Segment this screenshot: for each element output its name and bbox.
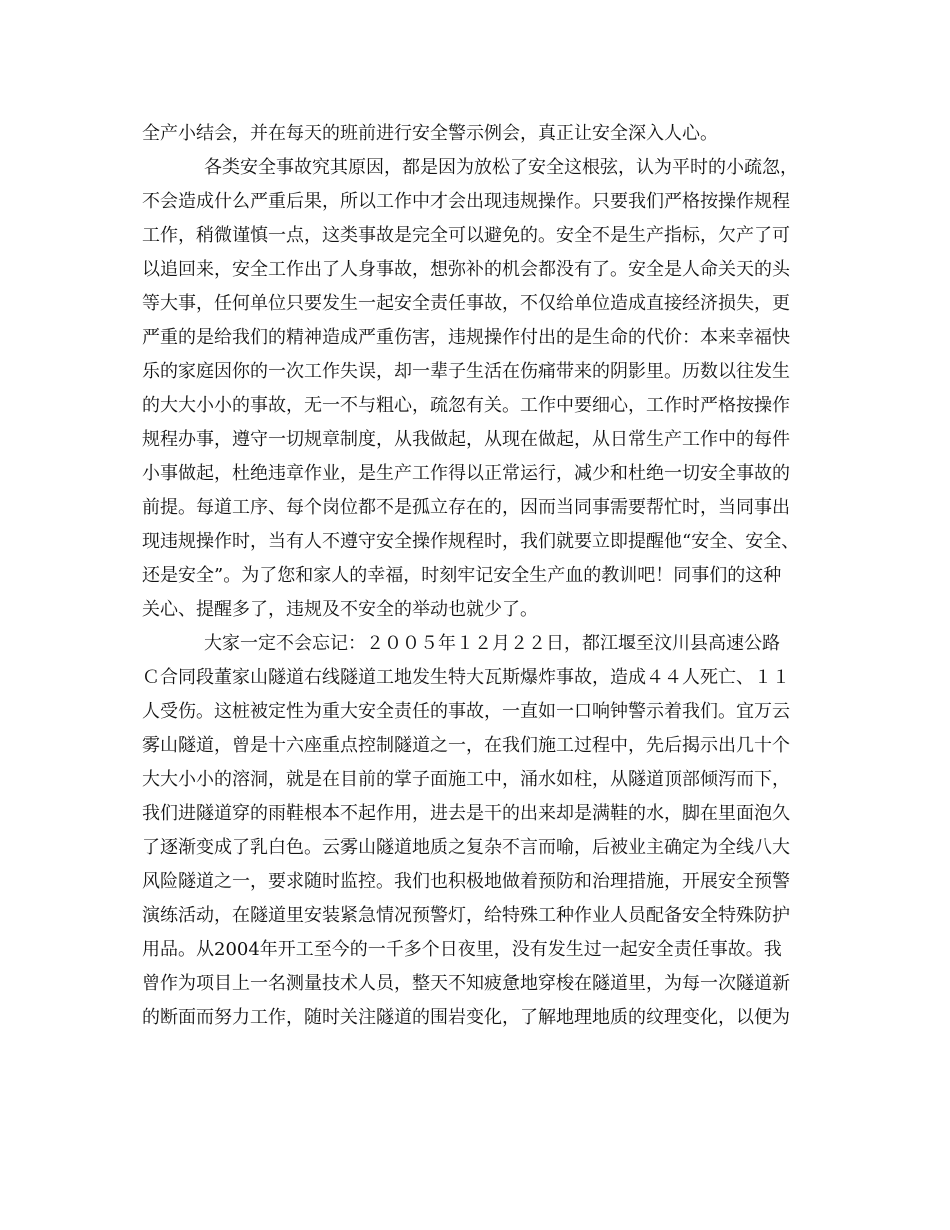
text-line: 前提。每道工序、每个岗位都不是孤立存在的，因而当同事需要帮忙时，当同事出 xyxy=(142,497,790,518)
text-line: 各类安全事故究其原因，都是因为放松了安全这根弦，认为平时的小疏忽， xyxy=(204,157,798,178)
text-line: 了逐渐变成了乳白色。云雾山隧道地质之复杂不言而喻，后被业主确定为全线八大 xyxy=(142,837,790,858)
document-body xyxy=(142,117,832,1035)
text-line: 乐的家庭因你的一次工作失误，却一辈子生活在伤痛带来的阴影里。历数以往发生 xyxy=(142,361,790,382)
text-line: 严重的是给我们的精神造成严重伤害，违规操作付出的是生命的代价：本来幸福快 xyxy=(142,327,790,348)
text-line: 用品。从2004年开工至今的一千多个日夜里，没有发生过一起安全责任事故。我 xyxy=(142,939,782,960)
text-line: 还是安全”。为了您和家人的幸福，时刻牢记安全生产血的教训吧！同事们的这种 xyxy=(142,565,782,586)
text-line: 全产小结会，并在每天的班前进行安全警示例会，真正让安全深入人心。 xyxy=(142,123,718,144)
text-line: 的断面而努力工作，随时关注隧道的围岩变化，了解地理地质的纹理变化，以便为 xyxy=(142,1007,790,1028)
text-line: 小事做起，杜绝违章作业，是生产工作得以正常运行，减少和杜绝一切安全事故的 xyxy=(142,463,790,484)
text-line: 不会造成什么严重后果，所以工作中才会出现违规操作。只要我们严格按操作规程 xyxy=(142,191,790,212)
text-line: 曾作为项目上一名测量技术人员，整天不知疲惫地穿梭在隧道里，为每一次隧道新 xyxy=(142,973,790,994)
text-line: 大家一定不会忘记：２００５年１２月２２日，都江堰至汶川县高速公路 xyxy=(204,633,780,654)
text-line: 演练活动，在隧道里安装紧急情况预警灯，给特殊工种作业人员配备安全特殊防护 xyxy=(142,905,790,926)
text-line: 等大事，任何单位只要发生一起安全责任事故，不仅给单位造成直接经济损失，更 xyxy=(142,293,790,314)
text-line: 人受伤。这桩被定性为重大安全责任的事故，一直如一口响钟警示着我们。宜万云 xyxy=(142,701,790,722)
text-line: 现违规操作时，当有人不遵守安全操作规程时，我们就要立即提醒他“安全、安全、 xyxy=(142,531,800,552)
text-line: 关心、提醒多了，违规及不安全的举动也就少了。 xyxy=(142,599,538,620)
text-line: Ｃ合同段董家山隧道右线隧道工地发生特大瓦斯爆炸事故，造成４４人死亡、１１ xyxy=(142,667,790,688)
text-line: 雾山隧道，曾是十六座重点控制隧道之一，在我们施工过程中，先后揭示出几十个 xyxy=(142,735,790,756)
text-line: 大大小小的溶洞，就是在目前的掌子面施工中，涌水如柱，从隧道顶部倾泻而下， xyxy=(142,769,790,790)
text-line: 风险隧道之一，要求随时监控。我们也积极地做着预防和治理措施，开展安全预警 xyxy=(142,871,790,892)
text-line: 以追回来，安全工作出了人身事故，想弥补的机会都没有了。安全是人命关天的头 xyxy=(142,259,790,280)
text-line: 工作，稍微谨慎一点，这类事故是完全可以避免的。安全不是生产指标，欠产了可 xyxy=(142,225,790,246)
text-line: 我们进隧道穿的雨鞋根本不起作用，进去是干的出来却是满鞋的水，脚在里面泡久 xyxy=(142,803,790,824)
text-line: 规程办事，遵守一切规章制度，从我做起，从现在做起，从日常生产工作中的每件 xyxy=(142,429,790,450)
text-line: 的大大小小的事故，无一不与粗心，疏忽有关。工作中要细心，工作时严格按操作 xyxy=(142,395,790,416)
